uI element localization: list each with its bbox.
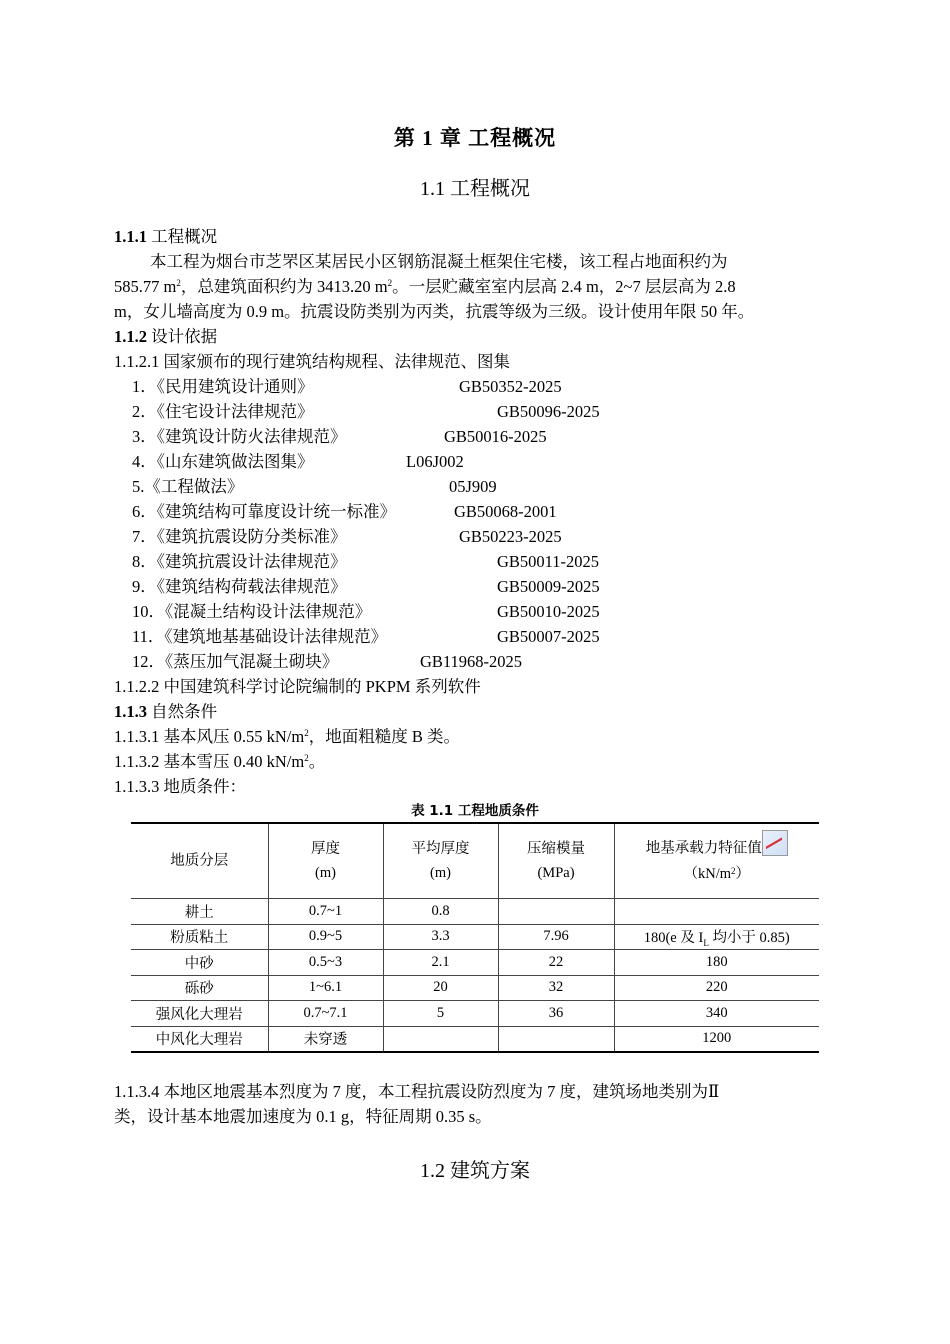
overview-paragraph	[114, 249, 844, 324]
standard-item	[114, 474, 844, 499]
heading-number: 1.1.3	[114, 702, 147, 721]
cell-avg: 3.3	[383, 924, 498, 950]
standards-list	[114, 374, 844, 674]
cell-mod: 32	[498, 975, 614, 1001]
standard-code: GB11968-2025	[420, 652, 523, 671]
standard-name: 6．《建筑结构可靠度设计统一标准》	[132, 502, 396, 521]
standard-item	[114, 374, 844, 399]
table-row	[131, 1001, 819, 1027]
cell-avg: 2.1	[383, 950, 498, 976]
cell-mod: 22	[498, 950, 614, 976]
table-row	[131, 950, 819, 976]
heading-1-1-2-1: 1.1.2.1 国家颁布的现行建筑结构规程、法律规范、图集	[114, 352, 510, 371]
standard-name: 2．《住宅设计法律规范》	[132, 402, 314, 421]
cell-capacity: 180	[614, 950, 819, 976]
standard-code: 05J909	[449, 477, 497, 496]
standard-item	[114, 624, 844, 649]
table-row	[131, 924, 819, 950]
cell-avg: 20	[383, 975, 498, 1001]
section-body	[114, 224, 844, 799]
standard-code: GB50352-2025	[459, 377, 562, 396]
cell-layer: 耕土	[131, 899, 268, 925]
standard-code: GB50009-2025	[497, 577, 600, 596]
cell-layer: 粉质粘土	[131, 924, 268, 950]
standard-item	[114, 424, 844, 449]
cell-capacity	[614, 899, 819, 925]
overview-line-3: m，女儿墙高度为 0.9 m。抗震设防类别为丙类，抗震等级为三级。设计使用年限 50 年。	[114, 302, 755, 321]
cell-thick: 0.7~1	[268, 899, 383, 925]
standard-name: 9．《建筑结构荷载法律规范》	[132, 577, 347, 596]
standard-code: GB50011-2025	[497, 552, 600, 571]
standard-name: 7．《建筑抗震设防分类标准》	[132, 527, 347, 546]
standard-code: GB50010-2025	[497, 602, 600, 621]
section-title-1-2: 1.2 建筑方案	[420, 1160, 530, 1182]
wind-pressure: 1.1.3.1 基本风压 0.55 $kN/m^2$，地面粗糙度 B 类。	[114, 727, 460, 746]
standard-item	[114, 524, 844, 549]
table-caption: 表 1.1 工程地质条件	[411, 803, 539, 819]
table-row	[131, 899, 819, 925]
heading-text: 自然条件	[151, 702, 218, 721]
header-thickness: 厚度 (m)	[268, 823, 383, 899]
heading-text: 工程概况	[151, 227, 218, 246]
cell-thick: 0.9~5	[268, 924, 383, 950]
cell-avg	[383, 1026, 498, 1052]
cell-thick: 0.7~7.1	[268, 1001, 383, 1027]
overview-line-1: 本工程为烟台市芝罘区某居民小区钢筋混凝土框架住宅楼，该工程占地面积约为	[150, 252, 728, 271]
standard-name: 10．《混凝土结构设计法律规范》	[132, 602, 372, 621]
standard-code: GB50007-2025	[497, 627, 600, 646]
cell-mod: 7.96	[498, 924, 614, 950]
standard-item	[114, 449, 844, 474]
table-row	[131, 1026, 819, 1052]
standard-name: 11．《建筑地基基础设计法律规范》	[132, 627, 388, 646]
standard-code: GB50096-2025	[497, 402, 600, 421]
table-row	[131, 975, 819, 1001]
cell-thick: 1~6.1	[268, 975, 383, 1001]
standard-item	[114, 549, 844, 574]
table-header-row	[131, 823, 819, 899]
cell-mod	[498, 1026, 614, 1052]
cell-layer: 中砂	[131, 950, 268, 976]
chapter-title: 第 1 章 工程概况	[393, 126, 557, 150]
seismic-line-2: 类，设计基本地震加速度为 0.1 g，特征周期 0.35 s。	[114, 1107, 492, 1126]
seismic-paragraph	[114, 1079, 844, 1129]
embedded-image-icon	[762, 830, 788, 856]
cell-layer: 砾砂	[131, 975, 268, 1001]
standard-name: 1．《民用建筑设计通则》	[132, 377, 314, 396]
standard-name: 8．《建筑抗震设计法律规范》	[132, 552, 347, 571]
cell-thick: 未穿透	[268, 1026, 383, 1052]
cell-thick: 0.5~3	[268, 950, 383, 976]
standard-item	[114, 499, 844, 524]
cell-capacity: 180(e 及 $I_L$ 均小于 0.85)	[614, 924, 819, 950]
standard-code: GB50016-2025	[444, 427, 547, 446]
standard-code: L06J002	[406, 452, 464, 471]
section-title-1-1: 1.1 工程概况	[420, 178, 530, 200]
standard-code: GB50223-2025	[459, 527, 562, 546]
overview-line-2: 585.77 $m^2$，总建筑面积约为 3413.20 $m^2$。一层贮藏室室内层高 2.4 m，2~7 层层高为 2.8	[114, 277, 736, 296]
cell-layer: 中风化大理岩	[131, 1026, 268, 1052]
standard-name: 5.《工程做法》	[132, 477, 244, 496]
header-layer: 地质分层	[131, 823, 268, 899]
cell-mod	[498, 899, 614, 925]
cell-mod: 36	[498, 1001, 614, 1027]
heading-text: 设计依据	[151, 327, 218, 346]
standard-code: GB50068-2001	[454, 502, 557, 521]
heading-1-1-1	[114, 224, 844, 249]
heading-1-1-2-2: 1.1.2.2 中国建筑科学讨论院编制的 PKPM 系列软件	[114, 677, 481, 696]
header-avg-thickness: 平均厚度 (m)	[383, 823, 498, 899]
header-modulus: 压缩模量 (MPa)	[498, 823, 614, 899]
cell-capacity: 220	[614, 975, 819, 1001]
cell-capacity: 340	[614, 1001, 819, 1027]
header-bearing-capacity: 地基承载力特征值 $(kN/m^2)$	[614, 823, 819, 899]
heading-number: 1.1.2	[114, 327, 147, 346]
standard-item	[114, 574, 844, 599]
cell-avg: 0.8	[383, 899, 498, 925]
seismic-line-1: 1.1.3.4 本地区地震基本烈度为 7 度，本工程抗震设防烈度为 7 度，建筑场地类别为Ⅱ	[114, 1082, 720, 1101]
standard-item	[114, 399, 844, 424]
heading-1-1-2	[114, 324, 844, 349]
cell-capacity: 1200	[614, 1026, 819, 1052]
geology-heading: 1.1.3.3 地质条件：	[114, 777, 246, 796]
cell-avg: 5	[383, 1001, 498, 1027]
standard-name: 4．《山东建筑做法图集》	[132, 452, 314, 471]
cell-layer: 强风化大理岩	[131, 1001, 268, 1027]
standard-item	[114, 599, 844, 624]
standard-item	[114, 649, 844, 674]
geology-table	[131, 822, 819, 1053]
heading-1-1-3	[114, 699, 844, 724]
standard-name: 12．《蒸压加气混凝土砌块》	[132, 652, 339, 671]
snow-pressure: 1.1.3.2 基本雪压 0.40 $kN/m^2$。	[114, 752, 326, 771]
standard-name: 3．《建筑设计防火法律规范》	[132, 427, 347, 446]
heading-number: 1.1.1	[114, 227, 147, 246]
